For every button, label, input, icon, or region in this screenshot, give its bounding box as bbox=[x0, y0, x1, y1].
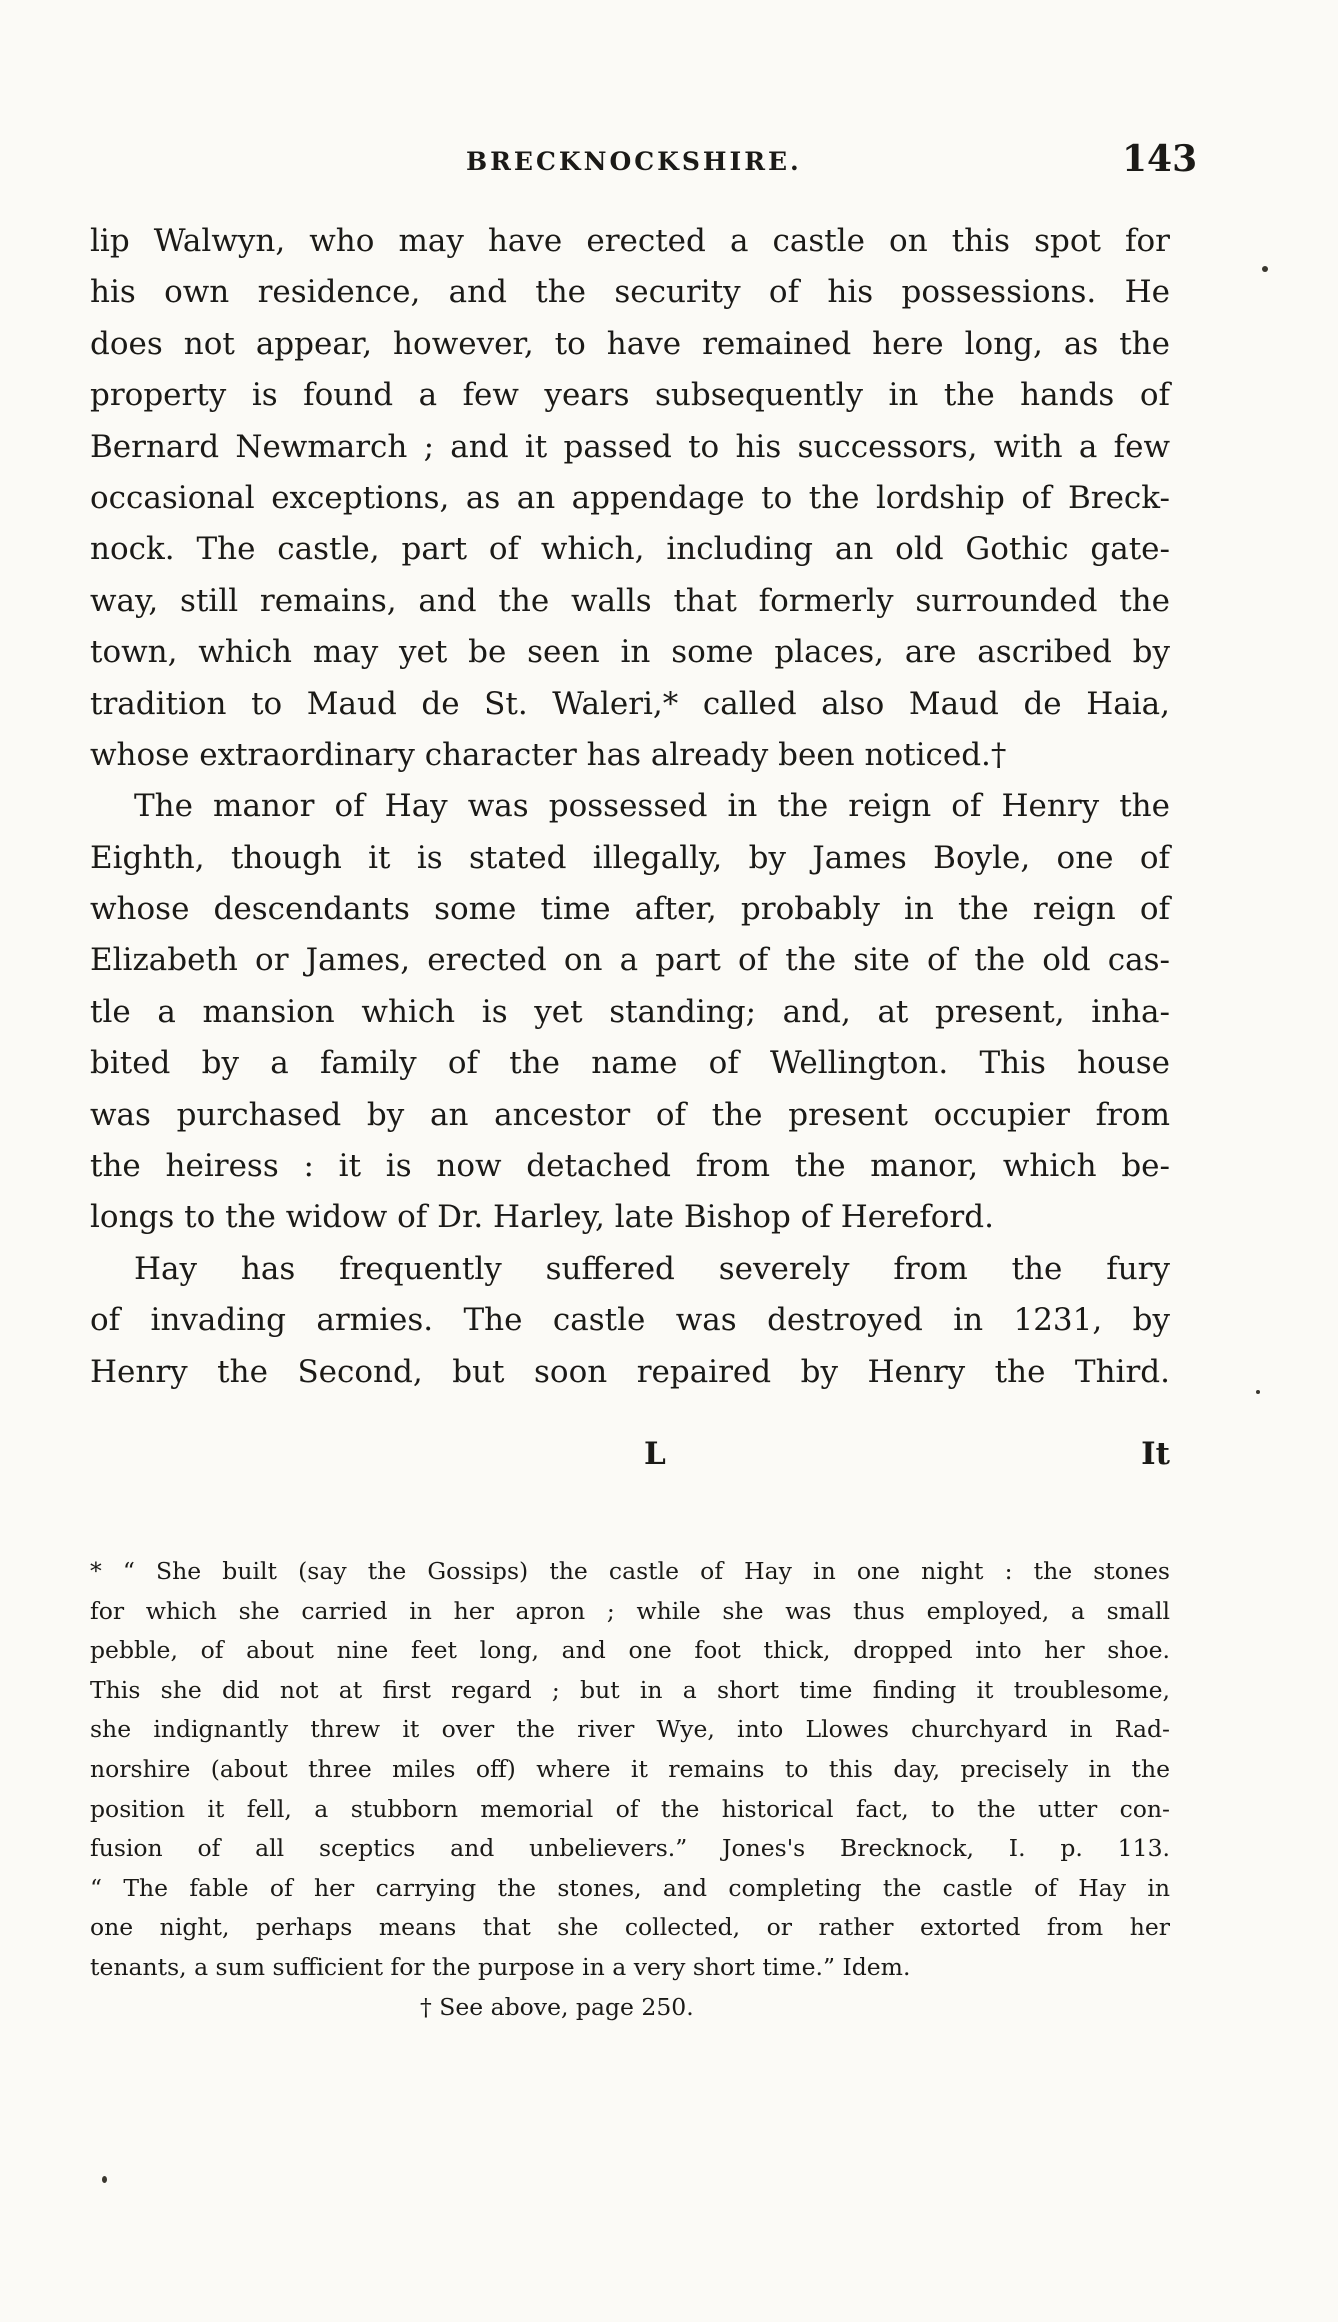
text-line: property is found a few years subsequently in the hands of bbox=[90, 377, 1170, 414]
main-text bbox=[90, 216, 1170, 1398]
signature-mark: L bbox=[644, 1436, 666, 1472]
text-line: nock. The castle, part of which, including an old Gothic gate- bbox=[90, 531, 1170, 568]
footnote-dagger-line: † See above, page 250. bbox=[420, 1992, 694, 2021]
footnote-line: one night, perhaps means that she collected, or rather extorted from her bbox=[90, 1913, 1170, 1942]
text-line: tradition to Maud de St. Waleri,* called also Maud de Haia, bbox=[90, 685, 1170, 722]
print-speck bbox=[1256, 1390, 1260, 1394]
text-line: his own residence, and the security of his possessions. He bbox=[90, 274, 1170, 311]
footnote-line: tenants, a sum sufficient for the purpose in a very short time.” Idem. bbox=[90, 1952, 911, 1981]
catchword: It bbox=[1141, 1436, 1170, 1472]
text-line: town, which may yet be seen in some places, are ascribed by bbox=[90, 634, 1170, 671]
running-title: BRECKNOCKSHIRE. bbox=[466, 147, 802, 176]
footnote-line: “ The fable of her carrying the stones, and completing the castle of Hay in bbox=[90, 1873, 1170, 1902]
footnote-line: for which she carried in her apron ; while she was thus employed, a small bbox=[90, 1596, 1170, 1625]
text-line: The manor of Hay was possessed in the reign of Henry the bbox=[134, 788, 1170, 825]
footnote-line: she indignantly threw it over the river Wye, into Llowes churchyard in Rad- bbox=[90, 1715, 1170, 1744]
footnote-line: * “ She built (say the Gossips) the castle of Hay in one night : the stones bbox=[90, 1557, 1170, 1585]
text-line: Hay has frequently suffered severely from the fury bbox=[134, 1250, 1170, 1287]
text-line: bited by a family of the name of Wellington. This house bbox=[90, 1045, 1170, 1082]
text-line: way, still remains, and the walls that formerly surrounded the bbox=[90, 582, 1170, 619]
footnote-line: This she did not at first regard ; but in a short time finding it troublesome, bbox=[90, 1675, 1170, 1704]
text-line: lip Walwyn, who may have erected a castle on this spot for bbox=[90, 223, 1170, 259]
signature-line bbox=[90, 1436, 1170, 1484]
footnote-line: fusion of all sceptics and unbelievers.” Jones's Brecknock, I. p. 113. bbox=[90, 1834, 1170, 1863]
text-line: Bernard Newmarch ; and it passed to his successors, with a few bbox=[90, 428, 1170, 465]
text-line: of invading armies. The castle was destroyed in 1231, by bbox=[90, 1302, 1170, 1339]
text-line: occasional exceptions, as an appendage to the lordship of Breck- bbox=[90, 479, 1170, 516]
footnotes bbox=[90, 1552, 1170, 2027]
print-speck bbox=[102, 2176, 107, 2183]
text-line: was purchased by an ancestor of the present occupier from bbox=[90, 1096, 1170, 1133]
footnote-line: pebble, of about nine feet long, and one foot thick, dropped into her shoe. bbox=[90, 1636, 1170, 1665]
print-speck bbox=[1262, 266, 1268, 272]
text-line: does not appear, however, to have remained here long, as the bbox=[90, 325, 1170, 362]
text-line: longs to the widow of Dr. Harley, late Bishop of Hereford. bbox=[90, 1199, 994, 1236]
text-line: the heiress : it is now detached from the manor, which be- bbox=[90, 1148, 1170, 1185]
page-number: 143 bbox=[1122, 138, 1198, 180]
text-line: Eighth, though it is stated illegally, by James Boyle, one of bbox=[90, 839, 1170, 876]
text-line: whose descendants some time after, probably in the reign of bbox=[90, 891, 1170, 928]
text-line: whose extraordinary character has already been noticed.† bbox=[90, 736, 1007, 773]
footnote-line: norshire (about three miles off) where it remains to this day, precisely in the bbox=[90, 1754, 1170, 1783]
text-line: Elizabeth or James, erected on a part of the site of the old cas- bbox=[90, 942, 1170, 979]
text-line: Henry the Second, but soon repaired by Henry the Third. bbox=[90, 1353, 1170, 1390]
footnote-line: position it fell, a stubborn memorial of the historical fact, to the utter con- bbox=[90, 1794, 1170, 1823]
text-line: tle a mansion which is yet standing; and, at present, inha- bbox=[90, 993, 1170, 1030]
